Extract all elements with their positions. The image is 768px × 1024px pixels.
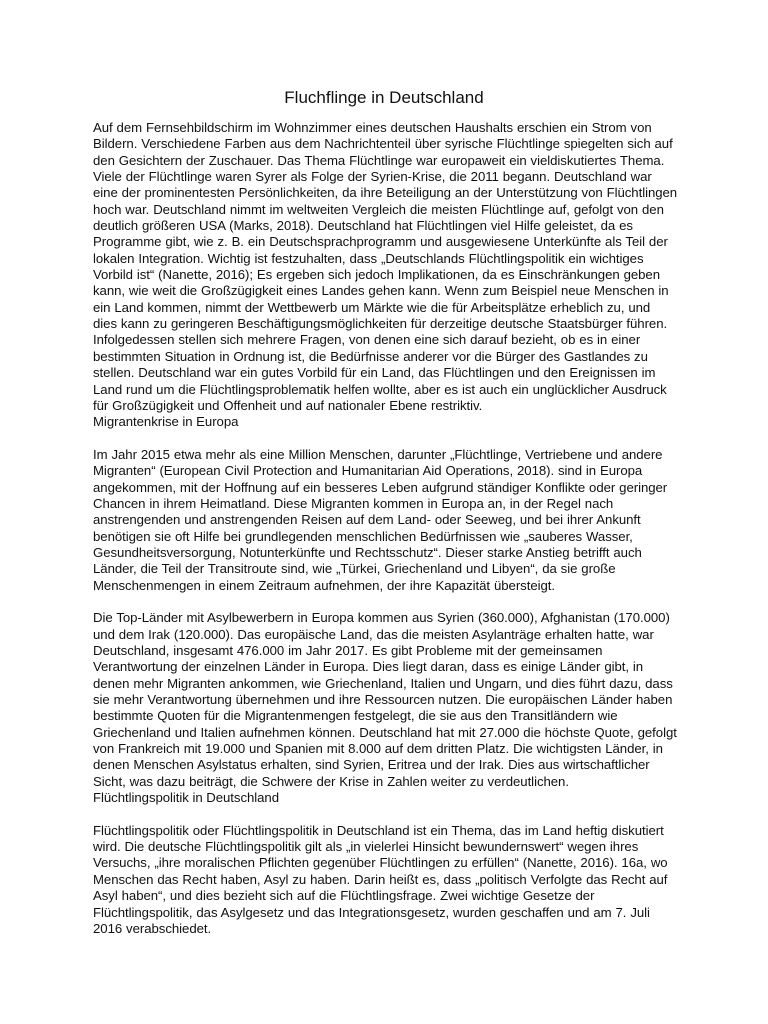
paragraph-refugee-policy: Flüchtlingspolitik oder Flüchtlingspolitik in Deutschland ist ein Thema, das im Land heftig diskutiert wird. Die deutsche Flüchtlingspolitik gilt als „in vielerlei Hinsicht bewundernswert“ wegen ihres Versuchs, „ihre moralischen Pflichten gegenüber Flüchtlingen zu erfüllen“ (Nanette, 2016). 16a, wo Menschen das Recht haben, Asyl zu haben. Darin heißt es, dass „politisch Verfolgte das Recht auf Asyl haben“, und dies bezieht sich auf die Flüchtlingsfrage. Zwei wichtige Gesetze der Flüchtlingspolitik, das Asylgesetz und das Integrationsgesetz, wurden geschaffen und am 7. Juli 2016 verabschiedet.	[93, 822, 668, 936]
paragraph-asylum-statistics: Die Top-Länder mit Asylbewerbern in Europa kommen aus Syrien (360.000), Afghanistan (170.000) und dem Irak (120.000). Das europäische Land, das die meisten Asylanträge erhalten hatte, war Deutschland, insgesamt 476.000 im Jahr 2017. Es gibt Probleme mit der gemeinsamen Verantwortung der einzelnen Länder in Europa. Dies liegt daran, dass es einige Länder gibt, in denen mehr Migranten ankommen, wie Griechenland, Italien und Ungarn, und dies führt dazu, dass sie mehr Verantwortung übernehmen und ihre Ressourcen nutzen. Die europäischen Länder haben bestimmte Quoten für die Migrantenmengen festgelegt, die sie aus den Transitländern wie Griechenland und Italien aufnehmen können. Deutschland hat mit 27.000 die höchste Quote, gefolgt von Frankreich mit 19.000 und Spanien mit 8.000 auf dem dritten Platz. Die wichtigsten Länder, in denen Menschen Asylstatus erhalten, sind Syrien, Eritrea und der Irak. Dies aus wirtschaftlicher Sicht, was dazu beiträgt, die Schwere der Krise in Zahlen weiter zu verdeutlichen.	[93, 610, 677, 789]
document-body	[93, 120, 678, 937]
page-title: Fluchflinge in Deutschland	[284, 88, 484, 107]
paragraph-gap	[93, 594, 678, 610]
section-heading-migrant-crisis: Migrantenkrise in Europa	[93, 414, 239, 430]
paragraph-gap	[93, 806, 678, 822]
paragraph-migrants-2015: Im Jahr 2015 etwa mehr als eine Million Menschen, darunter „Flüchtlinge, Vertriebene und andere Migranten“ (European Civil Protection and Humanitarian Aid Operations, 2018). sind in Europa angekommen, mit der Hoffnung auf ein besseres Leben aufgrund ständiger Konflikte oder geringer Chancen in ihrem Heimatland. Diese Migranten kommen in Europa an, in der Regel nach anstrengenden und anstrengenden Reisen auf dem Land- oder Seeweg, und bei ihrer Ankunft benötigen sie oft Hilfe bei grundlegenden menschlichen Bedürfnissen wie „sauberes Wasser, Gesundheitsversorgung, Notunterkünfte und Rechtsschutz“. Dieser starke Anstieg betrifft auch Länder, die Teil der Transitroute sind, wie „Türkei, Griechenland und Libyen“, da sie große Menschenmengen in einem Zeitraum aufnehmen, der ihre Kapazität übersteigt.	[93, 446, 668, 593]
section-heading-refugee-policy: Flüchtlingspolitik in Deutschland	[93, 790, 280, 806]
paragraph-gap	[93, 431, 678, 447]
paragraph-intro: Auf dem Fernsehbildschirm im Wohnzimmer eines deutschen Haushalts erschien ein Strom von Bildern. Verschiedene Farben aus dem Nachrichtenteil über syrische Flüchtlinge spiegelten sich auf den Gesichtern der Zuschauer. Das Thema Flüchtlinge war europaweit ein vieldiskutiertes Thema. Viele der Flüchtlinge waren Syrer als Folge der Syrien-Krise, die 2011 begann. Deutschland war eine der prominentesten Persönlichkeiten, da ihre Beteiligung an der Unterstützung von Flüchtlingen hoch war. Deutschland nimmt im weltweiten Vergleich die meisten Flüchtlinge auf, gefolgt von den deutlich größeren USA (Marks, 2018). Deutschland hat Flüchtlingen viel Hilfe geleistet, da es Programme gibt, wie z. B. ein Deutschsprachprogramm und ausgewiesene Unterkünfte als Teil der lokalen Integration. Wichtig ist festzuhalten, dass „Deutschlands Flüchtlingspolitik ein wichtiges Vorbild ist“ (Nanette, 2016); Es ergeben sich jedoch Implikationen, da es Einschränkungen geben kann, wie weit die Großzügigkeit eines Landes gehen kann. Wenn zum Beispiel neue Menschen in ein Land kommen, nimmt der Wettbewerb um Märkte wie die für Arbeitsplätze erheblich zu, und dies kann zu geringeren Beschäftigungsmöglichkeiten für derzeitige deutsche Staatsbürger führen. Infolgedessen stellen sich mehrere Fragen, von denen eine sich darauf bezieht, ob es in einer bestimmten Situation in Ordnung ist, die Bedürfnisse anderer vor die Bürger des Gastlandes zu stellen. Deutschland war ein gutes Vorbild für ein Land, das Flüchtlingen und den Ereignissen im Land rund um die Flüchtlingsproblematik helfen wollte, aber es ist auch ein unglücklicher Ausdruck für Großzügigkeit und Offenheit und auf nationaler Ebene restriktiv.	[93, 120, 678, 413]
